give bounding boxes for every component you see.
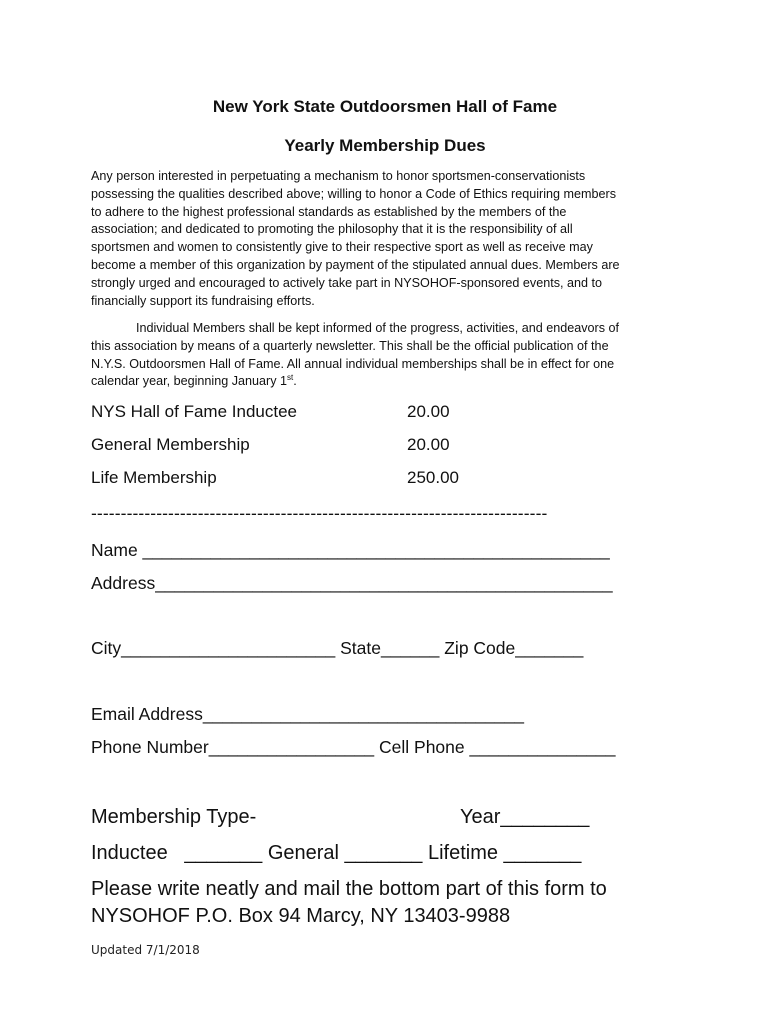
period: . [293, 374, 297, 389]
intro-line: financially support its fundraising efforts. [91, 293, 315, 308]
intro-line: Any person interested in perpetuating a mechanism to honor sportsmen-conservationists [91, 169, 586, 183]
address-field[interactable]: Address_______________________________________________ [91, 573, 613, 593]
membership-type-options[interactable]: Inductee _______ General _______ Lifetime _______ [91, 842, 582, 864]
page-title: New York State Outdoorsmen Hall of Fame [212, 97, 558, 116]
fee-label: General Membership [91, 435, 250, 454]
intro-line: sportsmen and women to consistently give to their respective sport as well as receive may [91, 240, 593, 255]
fee-amount: 250.00 [407, 468, 459, 487]
intro-line: possessing the qualities described above; willing to honor a Code of Ethics requiring members [91, 186, 617, 201]
fee-label: Life Membership [91, 468, 217, 487]
fee-amount: 20.00 [407, 435, 450, 454]
membership-type-label: Membership Type- [91, 806, 257, 828]
mailing-address: NYSOHOF P.O. Box 94 Marcy, NY 13403-9988 [91, 905, 511, 927]
intro-line: to adhere to the highest professional standards as established by the members of the [91, 204, 567, 219]
newsletter-line: this association by means of a quarterly newsletter. This shall be the official publication of the [91, 338, 609, 353]
mail-instructions: Please write neatly and mail the bottom part of this form to [91, 878, 607, 900]
newsletter-paragraph [91, 320, 681, 391]
city-state-zip-field[interactable]: City______________________ State______ Zip Code_______ [91, 638, 584, 658]
newsletter-line: N.Y.S. Outdoorsmen Hall of Fame. All annual individual memberships shall be in effect for one [91, 356, 615, 371]
email-field[interactable]: Email Address_________________________________ [91, 704, 525, 724]
cut-separator: ----------------------------------------------------------------------------- [91, 503, 548, 523]
newsletter-text: calendar year, beginning January 1 [91, 374, 288, 389]
intro-line: association; and dedicated to promoting the philosophy that it is the responsibility of all [91, 222, 573, 237]
intro-line: become a member of this organization by payment of the stipulated annual dues. Members are [91, 257, 620, 272]
phone-field[interactable]: Phone Number_________________ Cell Phone _______________ [91, 737, 616, 757]
year-field[interactable]: Year________ [460, 806, 590, 828]
newsletter-line-last [91, 373, 681, 391]
name-field[interactable]: Name ________________________________________________ [91, 540, 610, 560]
newsletter-line: Individual Members shall be kept informed of the progress, activities, and endeavors of [136, 321, 620, 335]
intro-paragraph [91, 168, 681, 310]
page-subtitle: Yearly Membership Dues [284, 136, 486, 155]
fee-label: NYS Hall of Fame Inductee [91, 402, 297, 421]
updated-date: Updated 7/1/2018 [91, 943, 200, 957]
intro-line: strongly urged and encouraged to actively take part in NYSOHOF-sponsored events, and to [91, 275, 603, 290]
ordinal-suffix: st [287, 373, 294, 383]
fee-amount: 20.00 [407, 402, 450, 421]
